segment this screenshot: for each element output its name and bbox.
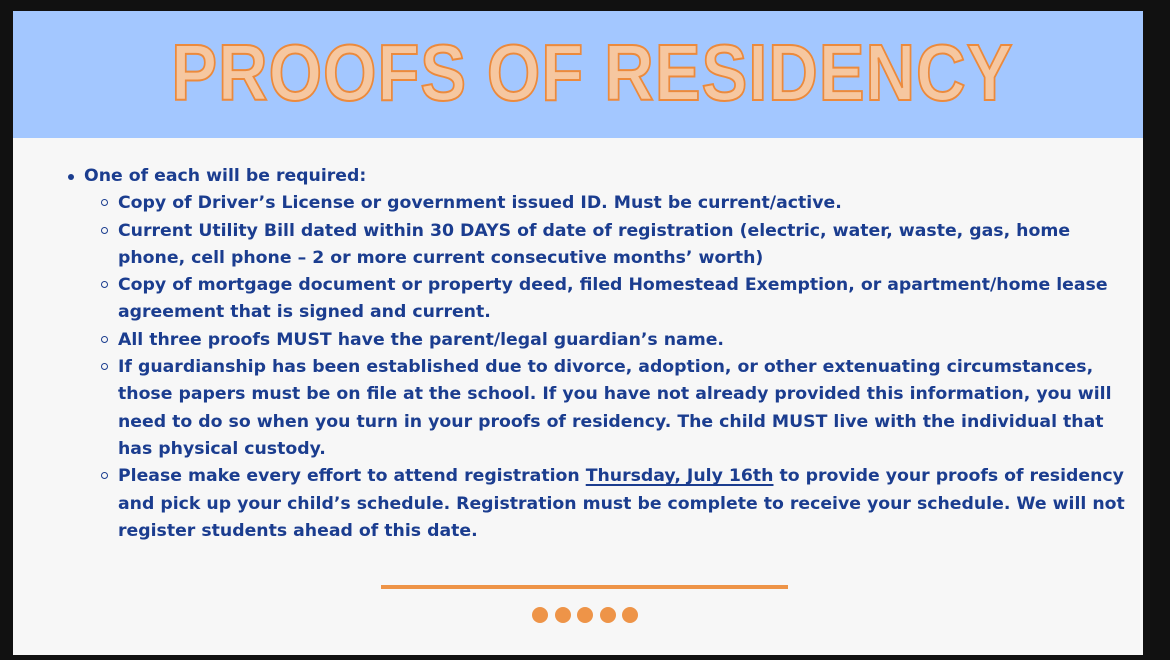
page-title: PROOFS OF RESIDENCY bbox=[171, 28, 1014, 117]
dot-icon bbox=[532, 607, 548, 623]
dot-icon bbox=[622, 607, 638, 623]
list-item-registration bbox=[118, 463, 1125, 545]
list-item-utility-bill: Current Utility Bill dated within 30 DAYS of date of registration (electric, water, waste, gas, home phone, cell phone – 2 or more current consecutive months’ worth) bbox=[118, 218, 1125, 273]
divider-line bbox=[381, 585, 788, 589]
main-bullet: One of each will be required: bbox=[65, 163, 1125, 190]
list-item-mortgage: Copy of mortgage document or property deed, filed Homestead Exemption, or apartment/home lease agreement that is signed and current. bbox=[118, 272, 1125, 327]
requirements-list bbox=[65, 190, 1125, 545]
list-item-guardian-name: All three proofs MUST have the parent/legal guardian’s name. bbox=[118, 327, 1125, 354]
list-item-id: Copy of Driver’s License or government issued ID. Must be current/active. bbox=[118, 190, 1125, 217]
content-body bbox=[65, 163, 1125, 545]
dot-icon bbox=[600, 607, 616, 623]
slide-dots bbox=[532, 607, 638, 623]
slide bbox=[13, 11, 1143, 655]
dot-icon bbox=[555, 607, 571, 623]
registration-text-after: to provide your proofs of residency and pick up your child’s schedule. Registration must be complete to receive your schedule. We will not register students ahead of this date. bbox=[118, 466, 1125, 541]
list-item-guardianship: If guardianship has been established due to divorce, adoption, or other extenuating circumstances, those papers must be on file at the school. If you have not already provided this information, you will need to do so when you turn in your proofs of residency. The child MUST live with the individual that has physical custody. bbox=[118, 354, 1125, 463]
title-banner bbox=[13, 11, 1143, 138]
dot-icon bbox=[577, 607, 593, 623]
registration-date-link[interactable]: Thursday, July 16th bbox=[585, 466, 774, 487]
registration-text-before: Please make every effort to attend registration bbox=[118, 466, 586, 487]
